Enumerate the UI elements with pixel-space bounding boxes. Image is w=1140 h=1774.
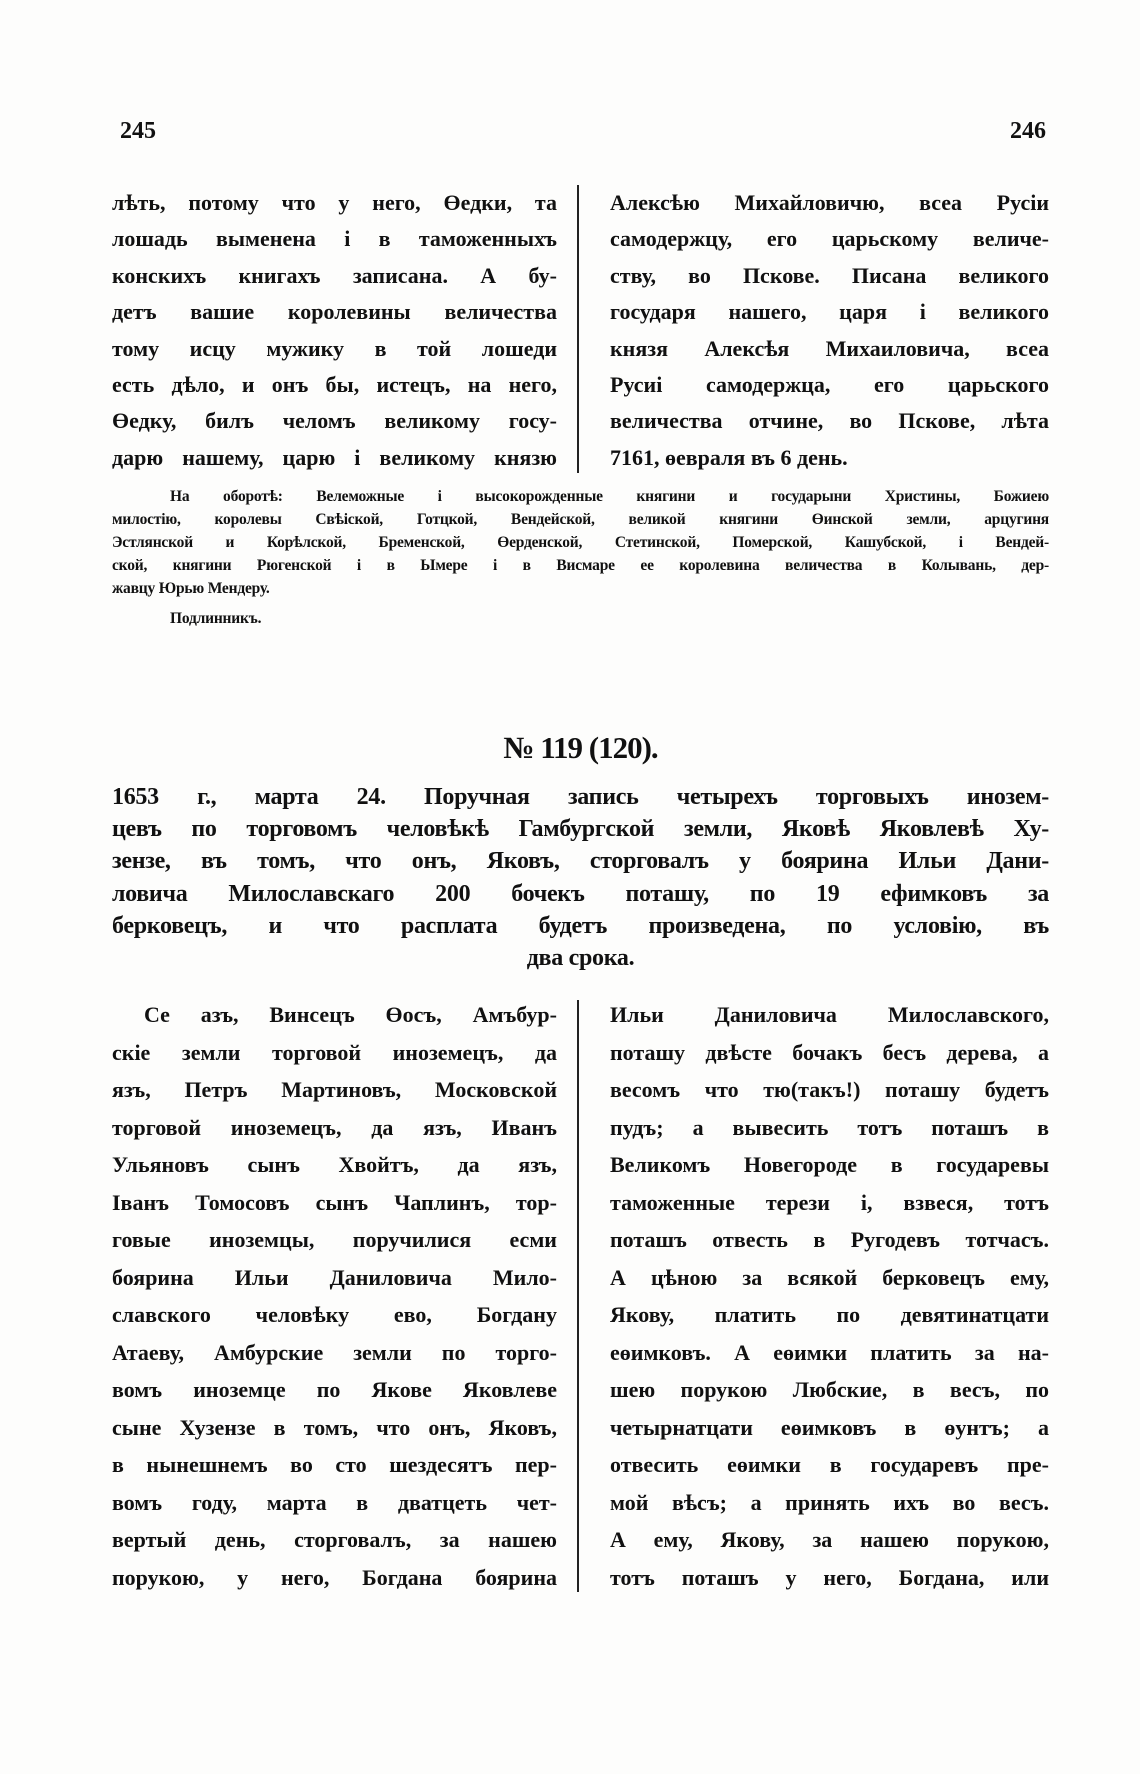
text-line-lower-left: сыне Хузензе в томъ, что онъ, Яковъ,	[112, 1415, 557, 1440]
text-line-upper-left: Өедку, билъ челомъ великому госу-	[112, 408, 557, 433]
text-line-upper-left: детъ вашие королевины величества	[112, 299, 557, 324]
text-line-lower-right: Великомъ Новегороде в государевы	[610, 1152, 1049, 1177]
text-line-upper-right: ству, во Пскове. Писана великого	[610, 263, 1049, 288]
footnote-line: Эстлянской и Корѣлской, Бременской, Өерденской, Стетинской, Померской, Кашубской, і Вендей-	[112, 534, 1049, 551]
text-line-upper-left: лошадь выменена і в таможенныхъ	[112, 226, 557, 251]
text-line-lower-right: А ему, Якову, за нашею порукою,	[610, 1527, 1049, 1552]
text-line-lower-right: отвесить еөимки в государевъ пре-	[610, 1452, 1049, 1477]
text-line-lower-left: вертый день, сторговалъ, за нашею	[112, 1527, 557, 1552]
text-line-upper-right: величества отчине, во Пскове, лѣта	[610, 408, 1049, 433]
text-line-upper-right: Русиі самодержца, его царьского	[610, 372, 1049, 397]
document-heading-line: ловича Милославскаго 200 бочекъ поташу, по 19 ефимковъ за	[112, 881, 1049, 907]
text-line-lower-left: в нынешнемъ во сто шездесятъ пер-	[112, 1452, 557, 1477]
text-line-lower-right: таможенные терези і, взвеся, тотъ	[610, 1190, 1049, 1215]
text-line-lower-left: скіе земли торговой иноземецъ, да	[112, 1040, 557, 1065]
text-line-lower-left: боярина Ильи Даниловича Мило-	[112, 1265, 557, 1290]
column-divider-lower	[577, 1000, 579, 1592]
text-line-upper-right: 7161, өевраля въ 6 день.	[610, 445, 848, 470]
text-line-lower-right: пудъ; а вывесить тотъ поташъ в	[610, 1115, 1049, 1140]
document-number: № 119 (120).	[503, 730, 658, 765]
document-heading-line: два срока.	[526, 945, 635, 971]
text-line-lower-left: язъ, Петръ Мартиновъ, Московской	[112, 1077, 557, 1102]
footnote-line: милостію, королевы Свѣіской, Готцкой, Вендейской, великой княгини Өинской земли, арцугиня	[112, 511, 1049, 528]
text-line-lower-left: Іванъ Томосовъ сынъ Чаплинъ, тор-	[112, 1190, 557, 1215]
text-line-lower-left: вомъ году, марта в дватцеть чет-	[112, 1490, 557, 1515]
footnote-line: На оборотѣ: Велеможные і высокорожденные княгини и государыни Христины, Божиею	[170, 488, 1049, 505]
text-line-lower-left: Ульяновъ сынъ Хвойтъ, да язъ,	[112, 1152, 557, 1177]
text-line-lower-right: А цѣною за всякой берковецъ ему,	[610, 1265, 1049, 1290]
text-line-upper-left: есть дѣло, и онъ бы, истецъ, на него,	[112, 372, 557, 397]
text-line-upper-right: князя Алексѣя Михаиловича, всеа	[610, 336, 1049, 361]
text-line-lower-left: Атаеву, Амбурские земли по торго-	[112, 1340, 557, 1365]
text-line-upper-left: дарю нашему, царю і великому князю	[112, 445, 557, 470]
document-heading-line: 1653 г., марта 24. Поручная запись четырехъ торговыхъ инозем-	[112, 784, 1049, 810]
text-line-lower-left: торговой иноземецъ, да язъ, Иванъ	[112, 1115, 557, 1140]
document-heading-line: берковецъ, и что расплата будетъ произведена, по условію, въ	[112, 913, 1049, 939]
footnote-line: жавцу Юрью Мендеру.	[112, 580, 270, 597]
page-number-right: 246	[1010, 118, 1046, 144]
document-heading-line: цевъ по торговомъ человѣкѣ Гамбургской земли, Яковѣ Яковлевѣ Ху-	[112, 816, 1049, 842]
document-heading-line: зензе, въ томъ, что онъ, Яковъ, сторговалъ у боярина Ильи Дани-	[112, 848, 1049, 874]
footnote-source: Подлинникъ.	[170, 610, 262, 627]
text-line-lower-right: поташъ отвесть в Ругодевъ тотчасъ.	[610, 1227, 1049, 1252]
text-line-lower-right: поташу двѣсте бочакъ бесъ дерева, а	[610, 1040, 1049, 1065]
text-line-lower-right: еөимковъ. А еөимки платить за на-	[610, 1340, 1049, 1365]
text-line-upper-right: государя нашего, царя і великого	[610, 299, 1049, 324]
text-line-lower-right: четырнатцати еөимковъ в өунтъ; а	[610, 1415, 1049, 1440]
text-line-upper-left: тому исцу мужику в той лошеди	[112, 336, 557, 361]
text-line-upper-right: Алексѣю Михайловичю, всеа Русіи	[610, 190, 1049, 215]
text-line-lower-left: вомъ иноземце по Якове Яковлеве	[112, 1377, 557, 1402]
text-line-lower-left: говые иноземцы, поручилися есми	[112, 1227, 557, 1252]
text-line-lower-right: шею порукою Любские, в весъ, по	[610, 1377, 1049, 1402]
text-line-lower-right: Якову, платить по девятинатцати	[610, 1302, 1049, 1327]
page-number-left: 245	[120, 118, 156, 144]
text-line-lower-left: Се азъ, Винсецъ Өосъ, Амъбур-	[144, 1002, 557, 1027]
text-line-lower-left: славского человѣку ево, Богдану	[112, 1302, 557, 1327]
footnote-line: ской, княгини Рюгенской і в Ымере і в Висмаре ее королевина величества в Колывань, дер-	[112, 557, 1049, 574]
text-line-upper-left: лѣть, потому что у него, Өедки, та	[112, 190, 557, 215]
text-line-lower-right: тотъ поташъ у него, Богдана, или	[610, 1565, 1049, 1590]
text-line-lower-right: Ильи Даниловича Милославского,	[610, 1002, 1049, 1027]
text-line-lower-right: весомъ что тю(такъ!) поташу будетъ	[610, 1077, 1049, 1102]
text-line-lower-right: мой вѣсъ; а принять ихъ во весъ.	[610, 1490, 1049, 1515]
text-line-upper-right: самодержцу, его царьскому величе-	[610, 226, 1049, 251]
column-divider-upper	[577, 185, 579, 473]
text-line-upper-left: конскихъ книгахъ записана. А бу-	[112, 263, 557, 288]
text-line-lower-left: порукою, у него, Богдана боярина	[112, 1565, 557, 1590]
